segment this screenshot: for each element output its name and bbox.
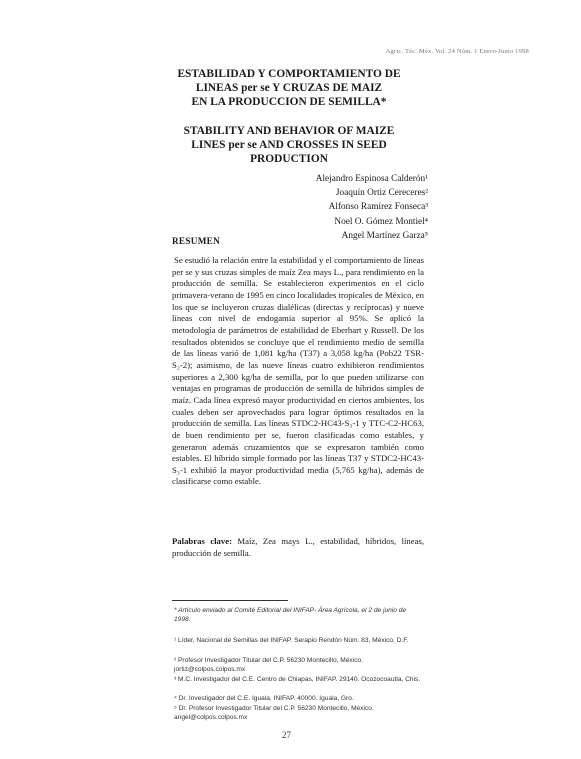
page-number: 27 [282,730,291,740]
footnote: ⁴ Dr. Investigador del C.E. Iguala, INIFAP. 40000. Iguala, Gro. [174,695,354,702]
footnote: ⁵ Dr. Profesor Investigador Titular del C.P. 56230 Montecillo, México. angel@colpos.colpos.mx [174,705,374,722]
author: Angel Martínez Garza⁵ [341,230,428,241]
title-block [160,68,418,167]
running-header: Agric. Téc. Méx. Vol. 24 Núm. 1 Enero-Junio 1998 [385,48,529,55]
title-es-line: EN LA PRODUCCION DE SEMILLA* [191,95,387,108]
title-en-line: LINES per se AND CROSSES IN SEED [191,139,387,152]
footnote: ¹ Líder, Nacional de Semillas del INIFAP. Serapio Rendón Núm. 83, México, D.F. [174,637,409,644]
footnote: ² Profesor Investigador Titular del C.P. 56230 Montecillo, México. jortiz@colpos.colpos.mx [174,657,363,674]
author-list [316,172,428,243]
keywords-label: Palabras clave: [172,536,232,546]
keywords [172,536,424,559]
abstract-text: Se estudió la relación entre la estabilidad y el comportamiento de líneas per se y sus cruzas simples de maíz Zea mays L., para rendimiento en la producción de semilla. Se establecieron experimentos en el ciclo primavera-verano de 1995 en cinco localidades tropicales de México, en los que se incluyeron cruzas dialélicas (directas y recíprocas) y nueve líneas con nivel de endogamia superior al 95%. Se aplicó la metodología de parámetros de estabilidad de Eberhart y Russell. De los resultados obtenidos se concluye que el rendimiento medio de semilla de las líneas varió de 1,081 kg/ha (T37) a 3,058 kg/ha (Pob22 TSR-S₂-2); asimismo, de las nueve líneas cuatro exhibieron rendimientos superiores a 2,300 kg/ha de semilla, por lo que pueden utilizarse con ventajas en programas de producción de semilla de híbridos simples de maíz. Cada línea expresó mayor productividad en ciertos ambientes, los cuales deben ser aprovechados para lograr óptimos resultados en la producción de semilla. Las líneas STDC2-HC43-S₃-1 y TTC-C2-HC63, de buen rendimiento per se, fueron clasificadas como estables, y generaron además cruzamientos que se expresaron también como estables. El híbrido simple formado por las líneas T37 y STDC2-HC43-S₃-1 exhibió la mayor productividad media (5,765 kg/ha), además de clasificarse como estable. [172,255,424,487]
author: Alejandro Espinosa Calderón¹ [315,174,428,184]
title-english [160,125,418,166]
title-spanish [160,68,418,109]
title-en-line: STABILITY AND BEHAVIOR OF MAIZE [183,125,395,138]
author: Joaquín Ortiz Cereceres² [335,188,428,199]
footnote: * Artículo enviado al Comité Editorial del INIFAP- Área Agrícola, el 2 de junio de 1998. [174,607,407,624]
title-en-line: PRODUCTION [250,152,328,165]
title-es-line: ESTABILIDAD Y COMPORTAMIENTO DE [177,68,401,80]
section-heading: RESUMEN [172,236,221,246]
footnote: ³ M.C. Investigador del C.E. Centro de Chiapas, INIFAP. 29140. Ocozocoautla, Chis. [174,676,421,683]
author: Noel O. Gómez Montiel⁴ [334,216,428,227]
keywords-text: Maíz, Zea mays L., estabilidad, híbridos, líneas, producción de semilla. [172,536,425,558]
author: Alfonso Ramírez Fonseca³ [328,202,428,213]
footnote-divider [172,600,288,601]
title-es-line: LINEAS per se Y CRUZAS DE MAIZ [195,81,383,94]
